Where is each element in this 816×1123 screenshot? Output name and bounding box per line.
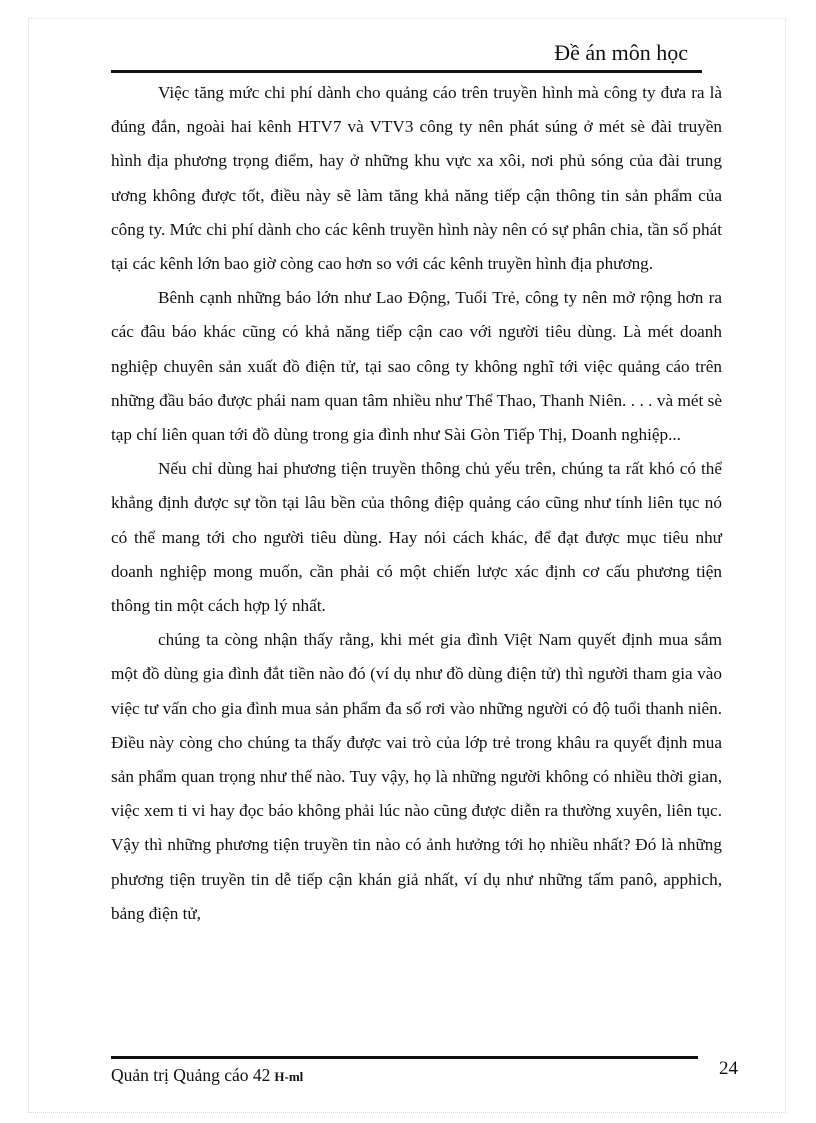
header-title: Đề án môn học <box>554 40 688 65</box>
footer-course: Quản trị Quảng cáo 42 <box>111 1065 271 1085</box>
page-number: 24 <box>719 1058 738 1079</box>
paragraph-1: Việc tăng mức chi phí dành cho quảng cáo trên truyền hình mà công ty đưa ra là đúng đắn, ngoài hai kênh HTV7 và VTV3 công ty nên phát súng ở mét sè đài truyền hình địa phương trọng điểm, hay ở những khu vực xa xôi, nơi phủ sóng của đài trung ương không được tốt, điều này sẽ làm tăng khả năng tiếp cận thông tin sản phẩm của công ty. Mức chi phí dành cho các kênh truyền hình này nên có sự phân chia, tần số phát tại các kênh lớn bao giờ còng cao hơn so với các kênh truyền hình địa phương. <box>111 83 722 274</box>
paragraph-2: Bênh cạnh những báo lớn như Lao Động, Tuổi Trẻ, công ty nên mở rộng hơn ra các đâu báo khác cũng có khả năng tiếp cận cao với người tiêu dùng. Là mét doanh nghiệp chuyên sản xuất đồ điện tử, tại sao công ty không nghĩ tới việc quảng cáo trên những đầu báo được phái nam quan tâm nhiều như Thể Thao, Thanh Niên. . . . và mét sè tạp chí liên quan tới đồ dùng trong gia đình như Sài Gòn Tiếp Thị, Doanh nghiệp... <box>111 288 722 445</box>
paragraph-3: Nếu chỉ dùng hai phương tiện truyền thông chủ yếu trên, chúng ta rất khó có thể khẳng định được sự tồn tại lâu bền của thông điệp quảng cáo cũng như tính liên tục nó có thể mang tới cho người tiêu dùng. Hay nói cách khác, để đạt được mục tiêu như doanh nghiệp mong muốn, cần phải có một chiến lược xác định cơ cấu phương tiện thông tin một cách hợp lý nhất. <box>111 459 722 616</box>
paragraph-4: chúng ta còng nhận thấy rằng, khi mét gia đình Việt Nam quyết định mua sắm một đồ dùng gia đình đắt tiền nào đó (ví dụ như đồ dùng điện tử) thì người tham gia vào việc tư vấn cho gia đình mua sản phẩm đa số rơi vào những người có độ tuổi thanh niên. Điều này còng cho chúng ta thấy được vai trò của lớp trẻ trong khâu ra quyết định mua sản phẩm quan trọng như thế nào. Tuy vậy, họ là những người không có nhiều thời gian, việc xem ti vi hay đọc báo không phải lúc nào cũng được diễn ra thường xuyên, liên tục. Vậy thì những phương tiện truyền tin nào có ảnh hưởng tới họ nhiều nhất? Đó là những phương tiện truyền tin dễ tiếp cận khán giả nhất, ví dụ như những tấm panô, apphich, bảng điện tử, <box>111 630 722 923</box>
footer-rule <box>111 1056 698 1059</box>
footer-suffix: H-ml <box>274 1069 304 1084</box>
footer-text <box>111 1062 303 1090</box>
document-body <box>111 76 722 931</box>
header-rule <box>111 70 702 73</box>
